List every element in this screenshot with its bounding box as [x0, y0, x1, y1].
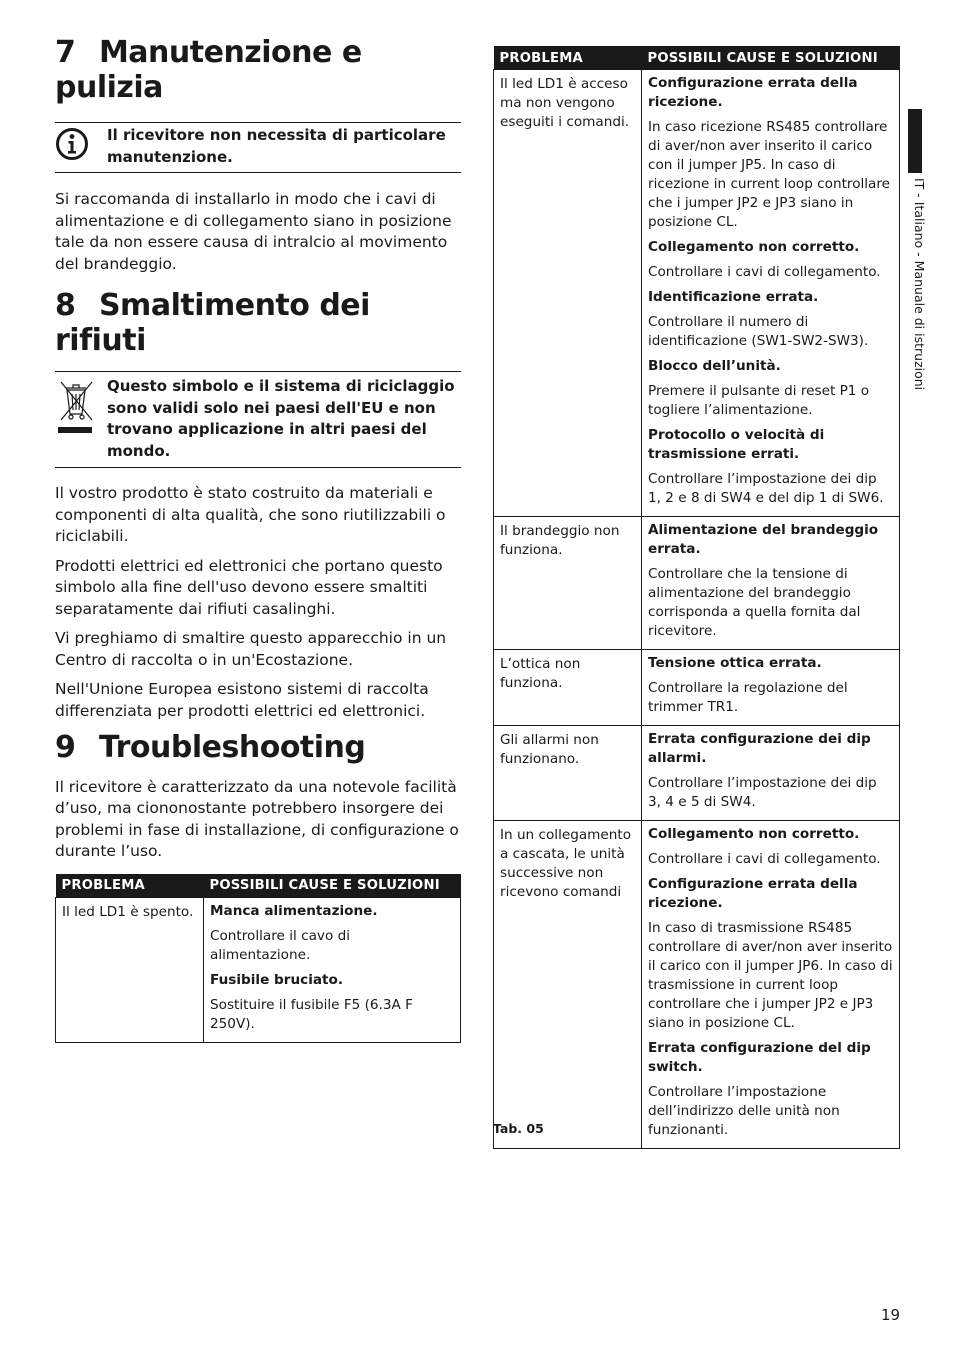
language-tab-marker: [908, 109, 922, 173]
cause-text: Collegamento non corretto.: [648, 239, 860, 255]
solution-text: Sostituire il fusibile F5 (6.3A F 250V).: [210, 996, 413, 1032]
solution-text: Controllare l’impostazione dell’indirizzo delle unità non funzionanti.: [648, 1084, 840, 1138]
section-title: Smaltimento dei rifiuti: [55, 288, 370, 358]
solution-text: Controllare l’impostazione dei dip 3, 4 e 5 di SW4.: [648, 775, 877, 810]
cause-text: Tensione ottica errata.: [648, 655, 822, 671]
cause-text: Alimentazione del brandeggio errata.: [648, 522, 879, 557]
right-column: [493, 46, 900, 1149]
section-9-heading: [55, 731, 461, 766]
section-number: 7: [55, 35, 76, 70]
solution-text: In caso di trasmissione RS485 controllare di aver/non aver inserito il carico con il jumper JP6. In caso di trasmissione in current loop controllare che i jumper JP2 e JP3 siano in posizione CL.: [648, 920, 893, 1031]
weee-bin-icon: [55, 376, 107, 440]
causes-cell: [642, 821, 900, 1149]
solution-text: Controllare che la tensione di alimentazione del brandeggio corrisponda a quella fornita dal ricevitore.: [648, 566, 861, 639]
causes-cell: [642, 517, 900, 650]
section-number: 9: [55, 730, 76, 765]
cause-text: Manca alimentazione.: [210, 902, 378, 919]
cause-text: Collegamento non corretto.: [648, 826, 860, 842]
paragraph: Prodotti elettrici ed elettronici che portano questo simbolo alla fine dell'uso devono essere smaltiti separatamente dai rifiuti casalinghi.: [55, 556, 443, 618]
solution-text: Controllare il numero di identificazione (SW1-SW2-SW3).: [648, 314, 869, 349]
column-header: POSSIBILI CAUSE E SOLUZIONI: [642, 46, 900, 70]
table-row: [494, 821, 900, 1149]
troubleshooting-table-right: [493, 46, 900, 1149]
section-8-body: [55, 483, 461, 722]
column-header: POSSIBILI CAUSE E SOLUZIONI: [204, 874, 461, 898]
table-caption: Tab. 05: [493, 1121, 544, 1136]
section-number: 8: [55, 288, 76, 323]
paragraph: Si raccomanda di installarlo in modo che i cavi di alimentazione e di collegamento siano in posizione tale da non essere causa di intralcio al movimento del brandeggio.: [55, 190, 452, 273]
section-title: Troubleshooting: [98, 730, 366, 765]
table-row: [56, 897, 461, 1042]
table-row: [494, 726, 900, 821]
solution-text: Controllare la regolazione del trimmer TR1.: [648, 680, 848, 715]
problem-cell: Il led LD1 è acceso ma non vengono eseguiti i comandi.: [494, 70, 642, 517]
column-header: PROBLEMA: [56, 874, 204, 898]
page-number: 19: [881, 1306, 901, 1324]
table-row: [494, 650, 900, 726]
solution-text: Controllare i cavi di collegamento.: [648, 851, 881, 867]
causes-cell: [204, 897, 461, 1042]
problem-cell: L’ottica non funziona.: [494, 650, 642, 726]
table-row: [494, 70, 900, 517]
causes-cell: [642, 650, 900, 726]
paragraph: Vi preghiamo di smaltire questo apparecchio in un Centro di raccolta o in un'Ecostazione.: [55, 629, 447, 669]
solution-text: In caso ricezione RS485 controllare di aver/non aver inserito il carico con il jumper JP5. In caso di ricezione in current loop controllare che i jumper JP2 e JP3 siano in posizione CL.: [648, 119, 891, 230]
table-row: [494, 517, 900, 650]
solution-text: Controllare l’impostazione dei dip 1, 2 e 8 di SW4 e del dip 1 di SW6.: [648, 471, 884, 506]
left-column: [55, 36, 461, 1043]
causes-cell: [642, 70, 900, 517]
recycling-notice: [55, 371, 461, 468]
causes-cell: [642, 726, 900, 821]
cause-text: Configurazione errata della ricezione.: [648, 876, 858, 911]
paragraph: Il ricevitore è caratterizzato da una notevole facilità d’uso, ma ciononostante potrebbero insorgere dei problemi in fase di installazione, di configurazione o durante l’uso.: [55, 777, 459, 860]
table-header-row: [56, 874, 461, 898]
cause-text: Fusibile bruciato.: [210, 971, 344, 988]
notice-text: Il ricevitore non necessita di particolare manutenzione.: [107, 126, 446, 166]
info-icon: [55, 125, 107, 165]
problem-cell: Il brandeggio non funziona.: [494, 517, 642, 650]
section-8-heading: [55, 289, 461, 358]
info-notice: [55, 122, 461, 173]
problem-cell: Gli allarmi non funzionano.: [494, 726, 642, 821]
solution-text: Controllare i cavi di collegamento.: [648, 264, 881, 280]
cause-text: Identificazione errata.: [648, 289, 819, 305]
column-header: PROBLEMA: [494, 46, 642, 70]
section-7-heading: [55, 36, 461, 105]
paragraph: Il vostro prodotto è stato costruito da materiali e componenti di alta qualità, che sono riutilizzabili o riciclabili.: [55, 484, 446, 545]
notice-text: Questo simbolo e il sistema di riciclaggio sono validi solo nei paesi dell'EU e non trovano applicazione in altri paesi del mondo.: [107, 377, 455, 460]
cause-text: Configurazione errata della ricezione.: [648, 75, 858, 110]
table-header-row: [494, 46, 900, 70]
side-label: IT - Italiano - Manuale di istruzioni: [912, 178, 927, 391]
paragraph: Nell'Unione Europea esistono sistemi di raccolta differenziata per prodotti elettrici ed elettronici.: [55, 680, 429, 720]
troubleshooting-table-left: [55, 874, 461, 1043]
cause-text: Errata configurazione del dip switch.: [648, 1040, 871, 1075]
problem-cell: In un collegamento a cascata, le unità successive non ricevono comandi: [494, 821, 642, 1149]
solution-text: Premere il pulsante di reset P1 o togliere l’alimentazione.: [648, 383, 870, 418]
section-title: Manutenzione e pulizia: [55, 35, 362, 105]
problem-cell: Il led LD1 è spento.: [56, 897, 204, 1042]
cause-text: Protocollo o velocità di trasmissione errati.: [648, 427, 825, 462]
cause-text: Blocco dell’unità.: [648, 358, 781, 374]
solution-text: Controllare il cavo di alimentazione.: [210, 927, 350, 963]
cause-text: Errata configurazione dei dip allarmi.: [648, 731, 871, 766]
